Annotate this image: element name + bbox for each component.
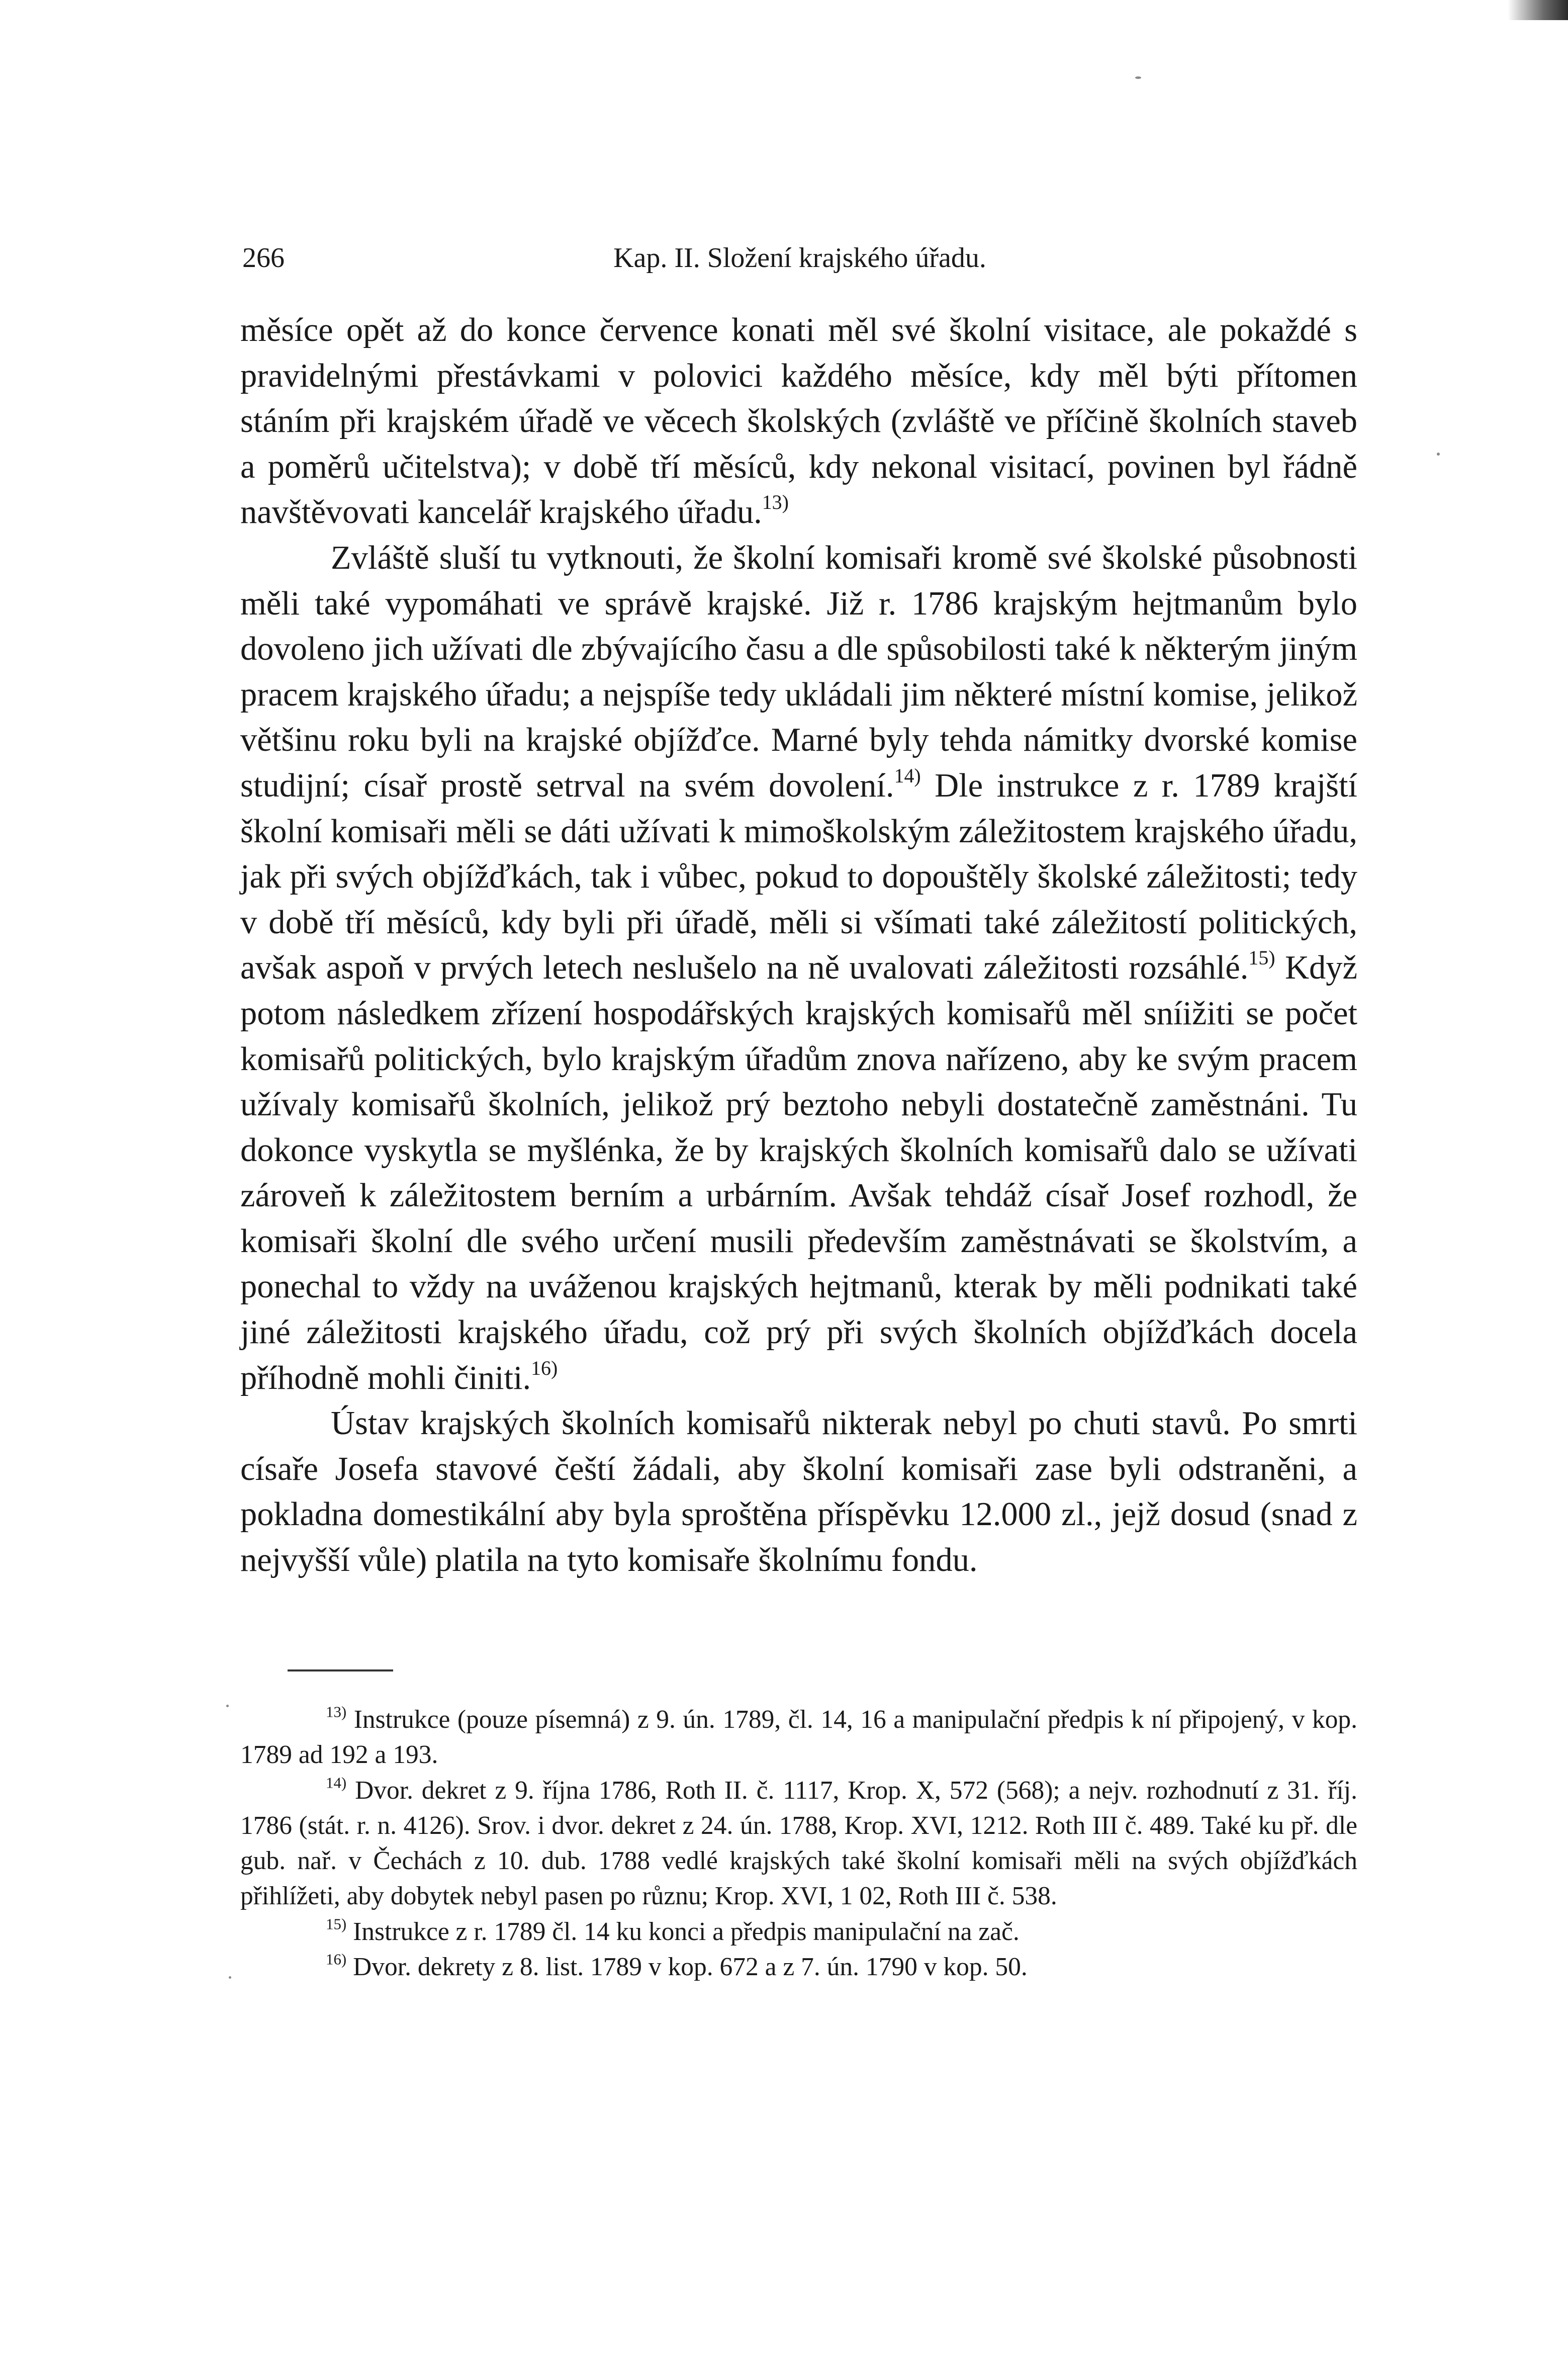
footnote-text: Dvor. dekrety z 8. list. 1789 v kop. 672 a z 7. ún. 1790 v kop. 50. [353,1953,1028,1982]
running-title: Kap. II. Složení krajského úřadu. [613,242,986,274]
footnote-15 [240,1914,1357,1950]
footnote-mark: 16) [326,1950,347,1968]
footnote-mark: 14) [326,1773,347,1791]
footnote-14 [240,1773,1357,1914]
footnote-ref: 15) [1248,946,1275,969]
footnote-ref: 16) [531,1356,558,1379]
paragraph-3 [240,1401,1357,1583]
paragraph-text: Když potom následkem zřízení hospodářských krajských komisařů měl sníižiti se počet komisařů politických, bylo krajským úřadům znova nařízeno, aby ke svým pracem užívaly komisařů školních, jelikož prý beztoho nebyli dostatečně zaměstnáni. Tu dokonce vyskytla se myšlénka, že by krajských školních komisařů dalo se užívati zároveň k záležitostem berním a urbárním. Avšak tehdáž císař Josef rozhodl, že komisaři školní dle svého určení musili především zaměstnávati se školstvím, a ponechal to vždy na uváženou krajských hejtmanů, kterak by měli podnikati také jiné záležitosti krajského úřadu, což prý při svých školních objížďkách docela příhodně mohli činiti. [240,949,1357,1396]
footnote-16 [240,1950,1357,1985]
footnotes [240,1702,1357,1985]
footnote-text: Instrukce (pouze písemná) z 9. ún. 1789, čl. 14, 16 a manipulační předpis k ní připojený, v kop. 1789 ad 192 a 193. [240,1705,1357,1770]
footnote-text: Instrukce z r. 1789 čl. 14 ku konci a předpis manipulační na zač. [353,1917,1020,1946]
scan-speck [1437,453,1440,456]
footnote-separator [288,1669,393,1671]
footnote-ref: 13) [762,491,789,514]
scan-speck [229,1976,231,1979]
running-header [242,240,1357,276]
footnote-mark: 13) [326,1703,347,1721]
paragraph-text: Zvláště sluší tu vytknouti, že školní komisaři kromě své školské působnosti měli také vypomáhati ve správě krajské. Již r. 1786 krajským hejtmanům bylo dovoleno jich užívati dle zbývajícího času a dle spůsobilosti také k některým jiným pracem krajského úřadu; a nejspíše tedy ukládali jim některé místní komise, jelikož většinu roku byli na krajské objížďce. Marné byly tehda námitky dvorské komise studijní; císař prostě setrval na svém dovolení. [240,539,1357,804]
scan-speck [1135,76,1141,79]
footnote-ref: 14) [894,764,921,787]
page-number: 266 [242,242,285,274]
scan-corner-edge [1508,0,1568,20]
paragraph-2 [240,536,1357,1401]
paragraph-text: Dle instrukce z r. 1789 krajští školní komisaři měli se dáti užívati k mimoškolským záležitostem krajského úřadu, jak při svých objížďkách, tak i vůbec, pokud to dopouštěly školské záležitosti; tedy v době tří měsíců, kdy byli při úřadě, měli si všímati také záležitostí politických, avšak aspoň v prvých letech neslušelo na ně uvalovati záležitosti rozsáhlé. [240,767,1357,987]
paragraph-text: měsíce opět až do konce července konati měl své školní visitace, ale pokaždé s pravidelnými přestávkami v polovici každého měsíce, kdy měl býti přítomen stáním při krajském úřadě ve věcech školských (zvláště ve příčině školních staveb a poměrů učitelstva); v době tří měsíců, kdy nekonal visitací, povinen byl řádně navštěvovati kancelář krajského úřadu. [240,312,1357,531]
footnote-mark: 15) [326,1915,347,1933]
paragraph-1 [240,308,1357,536]
scan-speck [226,1705,229,1707]
paragraph-text: Ústav krajských školních komisařů nikterak nebyl po chuti stavů. Po smrti císaře Josefa stavové čeští žádali, aby školní komisaři zase byli odstraněni, a pokladna domestikální aby byla sproštěna příspěvku 12.000 zl., jejž dosud (snad z nejvyšší vůle) platila na tyto komisaře školnímu fondu. [240,1405,1357,1579]
main-text [240,308,1357,1583]
footnote-13 [240,1702,1357,1773]
footnote-text: Dvor. dekret z 9. října 1786, Roth II. č. 1117, Krop. X, 572 (568); a nejv. rozhodnutí z 31. říj. 1786 (stát. r. n. 4126). Srov. i dvor. dekret z 24. ún. 1788, Krop. XVI, 1212. Roth III č. 489. Také ku př. dle gub. nař. v Čechách z 10. dub. 1788 vedlé krajských také školní komisaři měli na svých objížďkách přihlížeti, aby dobytek nebyl pasen po různu; Krop. XVI, 1 02, Roth III č. 538. [240,1776,1357,1911]
